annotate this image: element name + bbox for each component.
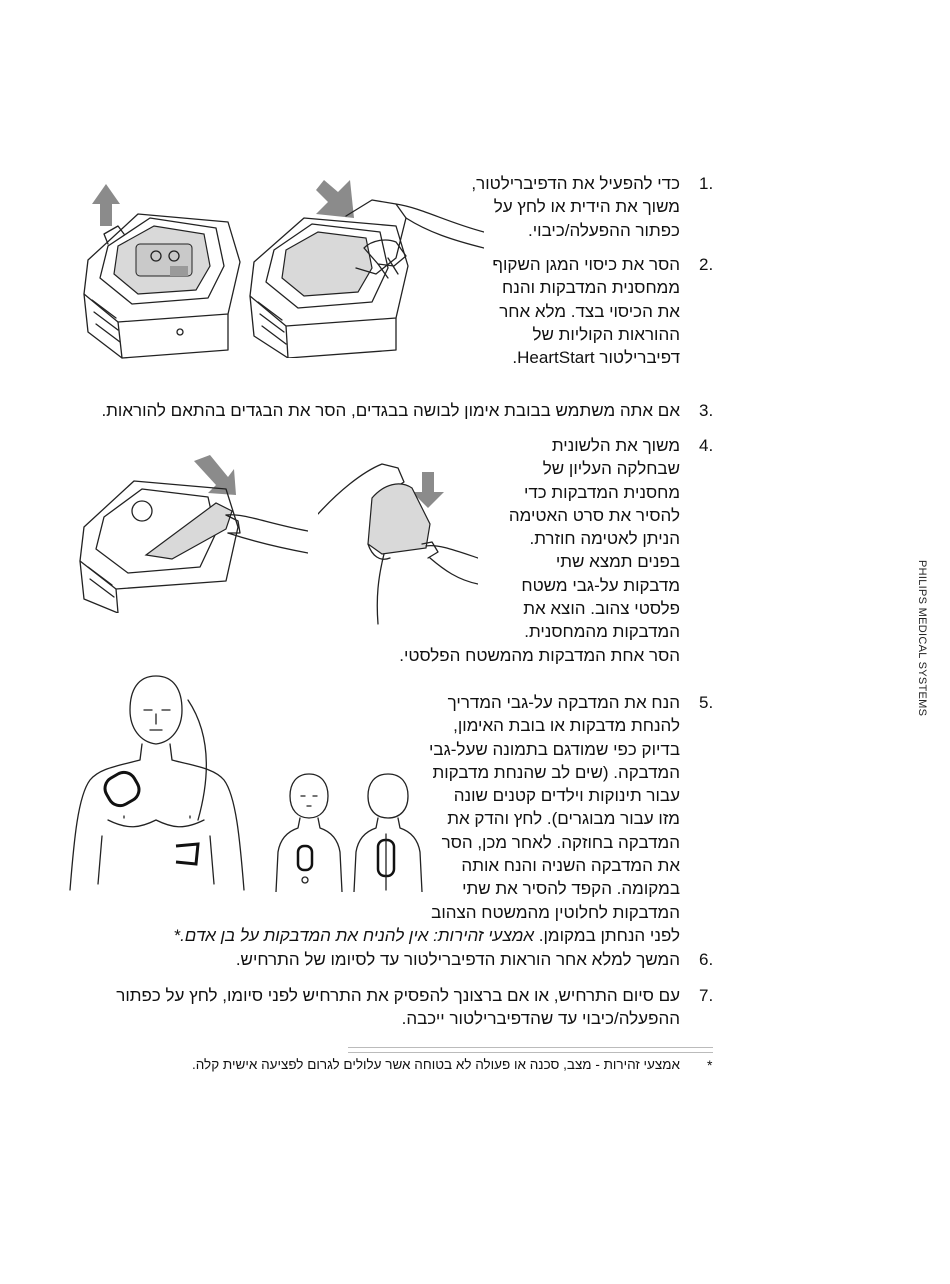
- step-2-number: 2.: [699, 255, 714, 274]
- step-5-line: עבור תינוקות וילדים קטנים שונה: [453, 786, 680, 806]
- step-5-line: המדבקה בחוזקה. לאחר מכן, הסר: [441, 832, 680, 852]
- step-2-text: [492, 253, 680, 369]
- child-back-pad-illustration: [352, 770, 424, 892]
- footnote-mark: *: [707, 1057, 713, 1073]
- step-1-number: 1.: [699, 174, 714, 193]
- step-4-line: הניתן לאטימה חוזרת.: [529, 529, 680, 549]
- step-5-final-text: לפני הנחתן במקומן.: [538, 925, 680, 945]
- step-3-text: [101, 399, 680, 422]
- step-6-number: 6.: [699, 950, 714, 969]
- step-7-line: עם סיום התרחיש, או אם ברצונך להפסיק את התרחיש לפני סיומו, לחץ על כפתור: [116, 986, 680, 1005]
- side-brand-label: PHILIPS MEDICAL SYSTEMS: [916, 560, 928, 717]
- step-6-line: המשך למלא אחר הוראות הדפיברילטור עד לסיומו של התרחיש.: [235, 950, 680, 969]
- step-5-line: מזו עבור מבוגרים). לחץ והדק את: [447, 809, 680, 829]
- step-5-number: 5.: [699, 693, 714, 712]
- step-1-line: כפתור ההפעלה/כיבוי.: [528, 220, 680, 240]
- step-7-line: ההפעלה/כיבוי עד שהדפיברילטור ייכבה.: [401, 1009, 680, 1029]
- step-7-number: 7.: [699, 986, 714, 1005]
- footnote-text: אמצעי זהירות - מצב, סכנה או פעולה לא בטוחה אשר עלולים לגרום לפציעה אישית קלה.: [192, 1057, 680, 1072]
- pads-remove-illustration: [318, 458, 478, 626]
- step-3-line: אם אתה משתמש בבובת אימון לבושה בבגדים, הסר את הבגדים בהתאם להוראות.: [101, 401, 680, 420]
- step-5-text: [173, 691, 680, 947]
- seal-peel-illustration: [76, 455, 308, 613]
- step-2-line: ממחסנית המדבקות והנח: [502, 278, 680, 298]
- step-5-last-line: [173, 924, 680, 947]
- step-4-line: מדבקות על-גבי משטח: [521, 575, 680, 595]
- adult-pad-placement-illustration: [68, 670, 246, 892]
- step-5-line: להנחת מדבקות או בובת האימון,: [453, 716, 680, 736]
- step-4-line: פלסטי צהוב. הוצא את: [523, 599, 680, 619]
- step-4-line: להסיר את סרט האטימה: [508, 505, 680, 525]
- step-1-line: משוך את הידית או לחץ על: [493, 197, 680, 217]
- step-4-line: שבחלקה העליון של: [542, 459, 680, 479]
- step-5-line: את המדבקה השניה והנח אותה: [461, 856, 680, 876]
- step-3-number: 3.: [699, 401, 714, 420]
- step-4-number: 4.: [699, 436, 714, 455]
- footnote-divider: [348, 1047, 713, 1053]
- up-arrow-icon: [92, 184, 120, 226]
- step-2-line: ההוראות הקוליות של: [532, 324, 680, 344]
- pad-lower-icon: [176, 844, 198, 864]
- child-pad-icon: [298, 846, 312, 870]
- child-front-pad-illustration: [274, 770, 344, 892]
- defibrillator-open-illustration: [246, 178, 484, 358]
- diagonal-arrow-icon: [194, 455, 236, 495]
- step-4-line: מחסנית המדבקות כדי: [523, 482, 680, 502]
- step-4-line: בפנים תמצא שתי: [555, 552, 680, 572]
- step-1-text: [471, 172, 680, 242]
- step-4-line: המדבקות מהמחסנית.: [524, 622, 680, 642]
- down-arrow-icon: [316, 180, 354, 218]
- step-2-line: את הכיסוי בצד. מלא אחר: [499, 301, 680, 321]
- step-4-line: הסר אחת המדבקות מהמשטח הפלסטי.: [399, 645, 680, 665]
- step-6-text: [236, 948, 680, 971]
- step-5-line: המדבקות לחלוטין מהמשטח הצהוב: [431, 902, 680, 922]
- pad-upper-icon: [101, 768, 144, 810]
- step-7-text: [116, 984, 680, 1031]
- step-5-warning: אמצעי זהירות: אין להניח את המדבקות על בן אדם.*: [173, 925, 535, 945]
- step-2-line: דפיברילטור HeartStart.: [512, 348, 680, 368]
- step-5-line: במקומה. הקפד להסיר את שתי: [462, 879, 680, 899]
- step-5-line: הנח את המדבקה על-גבי המדריך: [447, 693, 680, 712]
- step-5-line: בדיוק כפי שמודגם בתמונה שעל-גבי: [429, 739, 680, 759]
- step-2-line: הסר את כיסוי המגן השקוף: [492, 255, 680, 274]
- step-1-line: כדי להפעיל את הדפיברילטור,: [471, 174, 680, 193]
- step-4-line: משוך את הלשונית: [551, 436, 680, 455]
- step-5-line: המדבקה. (שים לב שהנחת מדבקות: [432, 762, 680, 782]
- defibrillator-handle-illustration: [78, 182, 248, 360]
